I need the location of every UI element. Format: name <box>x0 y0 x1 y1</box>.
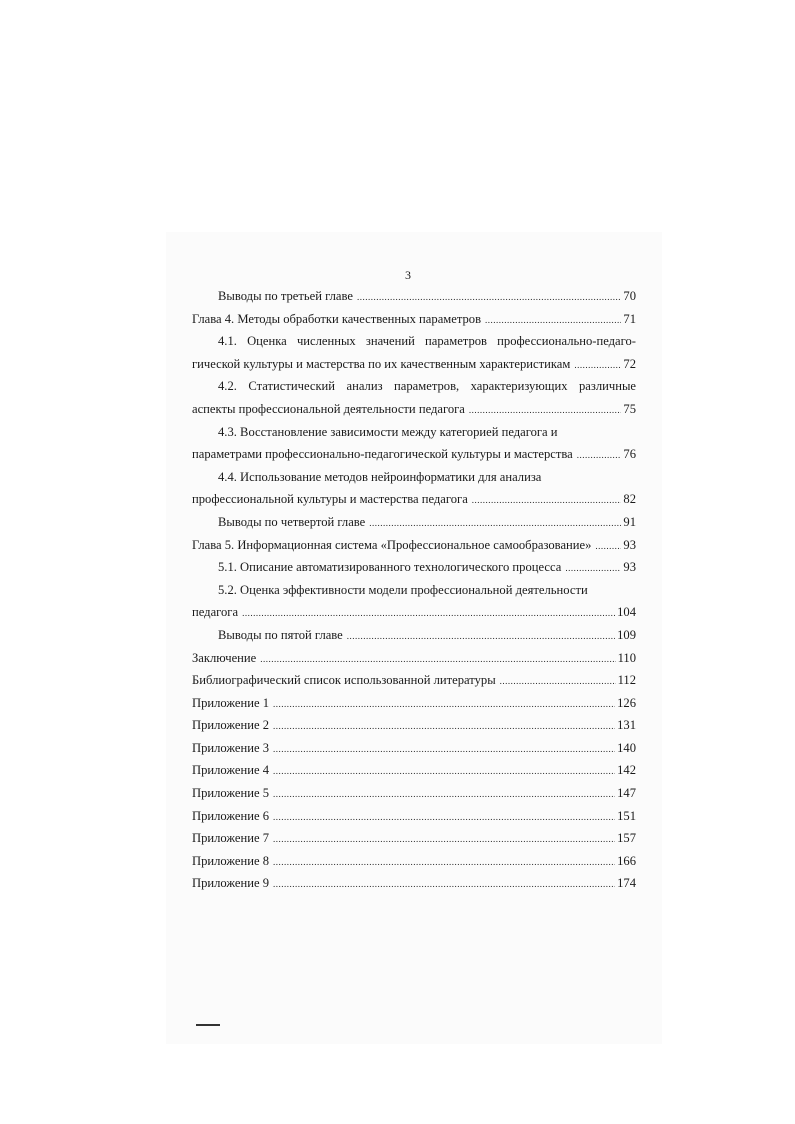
dot-leader <box>273 738 615 761</box>
toc-entry-4-2 <box>192 398 636 421</box>
dot-leader <box>273 760 615 783</box>
toc-entry-page: 112 <box>617 673 636 688</box>
toc-entry-label: Библиографический список использованной литературы <box>192 673 496 688</box>
dot-leader <box>469 399 622 422</box>
toc-entry-4-1 <box>192 353 636 376</box>
dot-leader <box>273 873 615 896</box>
toc-entry-label: педагога <box>192 605 239 620</box>
toc-entry-page: 126 <box>617 695 636 710</box>
toc-entry-page: 151 <box>617 808 636 823</box>
dot-leader <box>273 851 615 874</box>
toc-entry-page: 93 <box>623 537 636 552</box>
dot-leader <box>500 670 616 693</box>
toc-entry-4-4 <box>192 488 636 511</box>
dot-leader <box>273 715 615 738</box>
toc-entry-appendix <box>192 692 636 715</box>
toc-entry-page: 93 <box>623 560 636 575</box>
dot-leader <box>357 286 621 309</box>
toc-entry-page: 82 <box>623 492 636 507</box>
toc-entry-page: 174 <box>617 876 636 891</box>
toc-entry-appendix <box>192 872 636 895</box>
dot-leader <box>347 625 615 648</box>
toc-entry-label: Глава 4. Методы обработки качественных параметров <box>192 311 482 326</box>
toc-entry-page: 70 <box>623 289 636 303</box>
toc-entry-page: 71 <box>623 311 636 326</box>
toc-entry-ch3-conclusions <box>192 285 636 308</box>
toc-entry-page: 104 <box>617 605 636 620</box>
toc-entry-page: 140 <box>617 740 636 755</box>
dot-leader <box>577 444 622 467</box>
toc-entry-label: Приложение 8 <box>192 853 270 868</box>
toc-entry-page: 75 <box>623 401 636 416</box>
toc-entry-appendix <box>192 850 636 873</box>
toc-entry-4-3 <box>192 443 636 466</box>
dot-leader <box>260 648 615 671</box>
toc-entry-page: 91 <box>623 514 636 529</box>
page-number: 3 <box>405 268 411 282</box>
toc-entry-4-3-line1: 4.3. Восстановление зависимости между категорией педагога и <box>218 424 558 439</box>
toc-entry-page: 157 <box>617 831 636 846</box>
toc-entry-ch5 <box>192 534 636 557</box>
toc-entry-5-2 <box>192 601 636 624</box>
dot-leader <box>242 602 615 625</box>
toc-entry-page: 142 <box>617 763 636 778</box>
toc-entry-label: Приложение 4 <box>192 763 270 778</box>
footnote-rule <box>196 1024 220 1026</box>
toc-entry-appendix <box>192 737 636 760</box>
toc-entry-label: гической культуры и мастерства по их качественным характеристикам <box>192 356 571 371</box>
toc-entry-conclusion <box>192 647 636 670</box>
toc-entry-page: 72 <box>623 356 636 371</box>
toc-entry-label: Приложение 5 <box>192 786 270 801</box>
toc-entry-page: 147 <box>617 786 636 801</box>
toc-entry-label: аспекты профессиональной деятельности педагога <box>192 401 465 416</box>
toc-entry-page: 131 <box>617 718 636 733</box>
toc-entry-4-1-line1: 4.1. Оценка численных значений параметров профессионально-педаго- <box>218 334 636 349</box>
toc-entry-page: 110 <box>617 650 636 665</box>
dot-leader <box>273 806 615 829</box>
toc-entry-label: Выводы по третьей главе <box>218 289 353 303</box>
dot-leader <box>472 489 622 512</box>
dot-leader <box>369 512 621 535</box>
toc-entry-bibliography <box>192 669 636 692</box>
toc-entry-4-4-line1: 4.4. Использование методов нейроинформатики для анализа <box>218 469 542 484</box>
toc-entry-label: 5.1. Описание автоматизированного технологического процесса <box>218 560 562 575</box>
dot-leader <box>273 783 615 806</box>
dot-leader <box>565 557 621 580</box>
toc-entry-label: профессиональной культуры и мастерства педагога <box>192 492 468 507</box>
toc-entry-appendix <box>192 759 636 782</box>
toc-entry-page: 76 <box>623 447 636 462</box>
toc-entry-appendix <box>192 782 636 805</box>
toc-entry-ch4-conclusions <box>192 511 636 534</box>
toc-entry-ch5-conclusions <box>192 624 636 647</box>
toc-entry-5-1 <box>192 556 636 579</box>
toc-entry-page: 166 <box>617 853 636 868</box>
toc-entry-appendix <box>192 827 636 850</box>
toc-entry-5-2-line1: 5.2. Оценка эффективности модели профессиональной деятельности <box>218 582 588 597</box>
toc-entry-ch4 <box>192 308 636 331</box>
dot-leader <box>595 535 621 558</box>
toc-entry-label: Приложение 9 <box>192 876 270 891</box>
toc-entry-label: Заключение <box>192 650 257 665</box>
toc-entry-label: Глава 5. Информационная система «Профессиональное самообразование» <box>192 537 592 552</box>
toc-entry-label: Выводы по четвертой главе <box>218 514 366 529</box>
dot-leader <box>273 693 615 716</box>
toc-entry-label: параметрами профессионально-педагогической культуры и мастерства <box>192 447 573 462</box>
toc-entry-appendix <box>192 714 636 737</box>
toc-entry-appendix <box>192 805 636 828</box>
toc-entry-label: Приложение 1 <box>192 695 270 710</box>
toc-entry-label: Выводы по пятой главе <box>218 627 343 642</box>
dot-leader <box>273 828 615 851</box>
toc-entry-label: Приложение 2 <box>192 718 270 733</box>
dot-leader <box>574 354 621 377</box>
toc-entry-4-2-line1: 4.2. Статистический анализ параметров, характеризующих различные <box>218 379 636 394</box>
toc-entry-label: Приложение 6 <box>192 808 270 823</box>
dot-leader <box>485 309 621 332</box>
toc-entry-page: 109 <box>617 627 636 642</box>
toc-entry-label: Приложение 7 <box>192 831 270 846</box>
table-of-contents <box>192 285 636 895</box>
toc-entry-label: Приложение 3 <box>192 740 270 755</box>
